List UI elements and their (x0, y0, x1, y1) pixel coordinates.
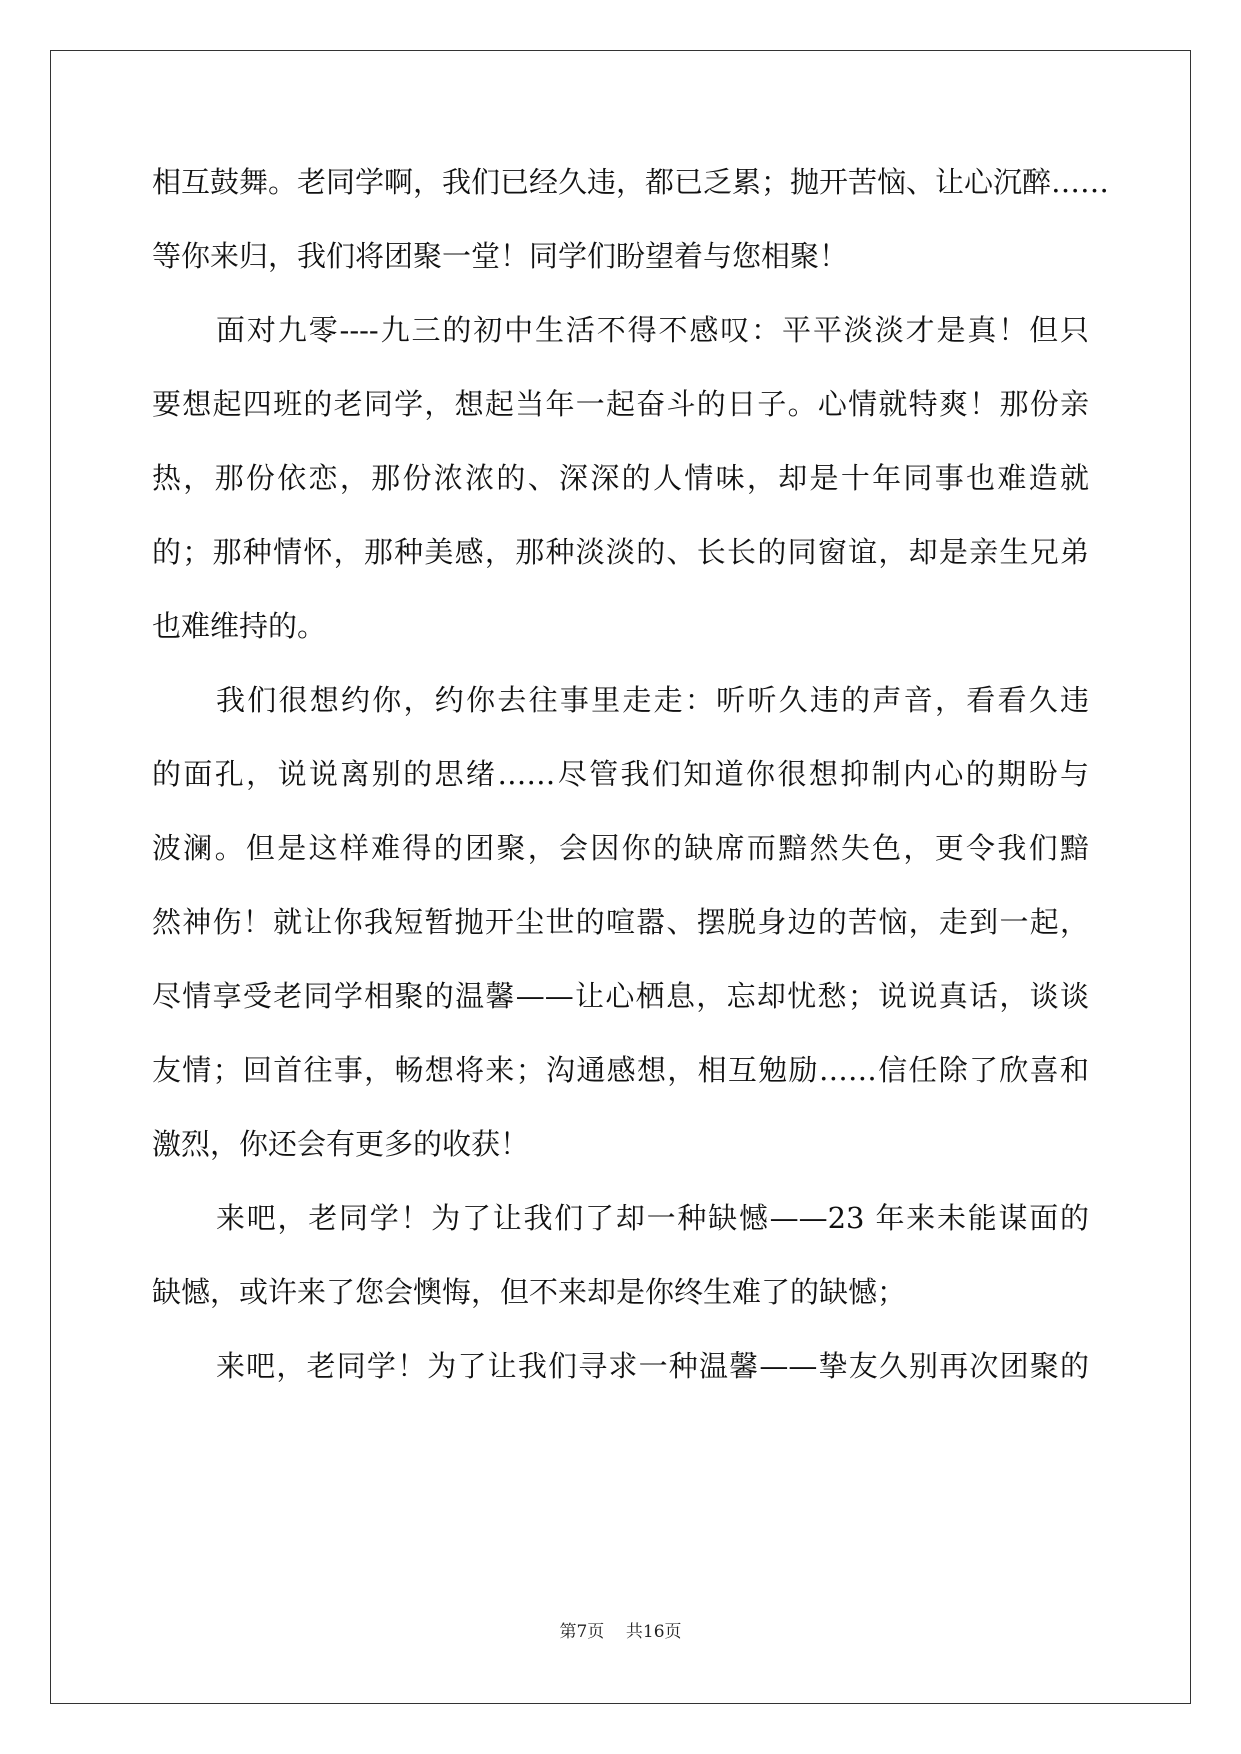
text-line: 然神伤！就让你我短暂抛开尘世的喧嚣、摆脱身边的苦恼，走到一起， (152, 905, 1089, 939)
text-line: 缺憾，或许来了您会懊悔，但不来却是你终生难了的缺憾； (152, 1275, 907, 1309)
text-line: 激烈，你还会有更多的收获！ (152, 1127, 530, 1161)
text-line: 也难维持的。 (152, 609, 327, 643)
text-line: 热，那份依恋，那份浓浓的、深深的人情味，却是十年同事也难造就 (152, 461, 1089, 495)
text-line: 要想起四班的老同学，想起当年一起奋斗的日子。心情就特爽！那份亲 (152, 387, 1089, 421)
text-line: 友情；回首往事，畅想将来；沟通感想，相互勉励……信任除了欣喜和 (152, 1053, 1089, 1087)
text-line: 等你来归，我们将团聚一堂！同学们盼望着与您相聚！ (152, 239, 849, 273)
text-line: 面对九零----九三的初中生活不得不感叹：平平淡淡才是真！但只 (216, 313, 1089, 347)
page-border (50, 50, 1191, 1704)
text-line: 的面孔，说说离别的思绪……尽管我们知道你很想抑制内心的期盼与 (152, 757, 1089, 791)
text-line: 我们很想约你，约你去往事里走走：听听久违的声音，看看久违 (216, 683, 1089, 717)
text-line: 尽情享受老同学相聚的温馨——让心栖息，忘却忧愁；说说真话，谈谈 (152, 979, 1089, 1013)
text-line: 的；那种情怀，那种美感，那种淡淡的、长长的同窗谊，却是亲生兄弟 (152, 535, 1089, 569)
text-line: 来吧，老同学！为了让我们寻求一种温馨——挚友久别再次团聚的 (216, 1349, 1089, 1383)
text-line: 来吧，老同学！为了让我们了却一种缺憾——23 年来未能谋面的 (216, 1201, 1089, 1235)
text-line: 波澜。但是这样难得的团聚，会因你的缺席而黯然失色，更令我们黯 (152, 831, 1089, 865)
page-number: 第7页 (559, 1622, 605, 1642)
page-footer (0, 1620, 1241, 1644)
text-line: 相互鼓舞。老同学啊，我们已经久违，都已乏累；抛开苦恼、让心沉醉…… (152, 165, 1110, 199)
page-total: 共16页 (625, 1622, 682, 1642)
